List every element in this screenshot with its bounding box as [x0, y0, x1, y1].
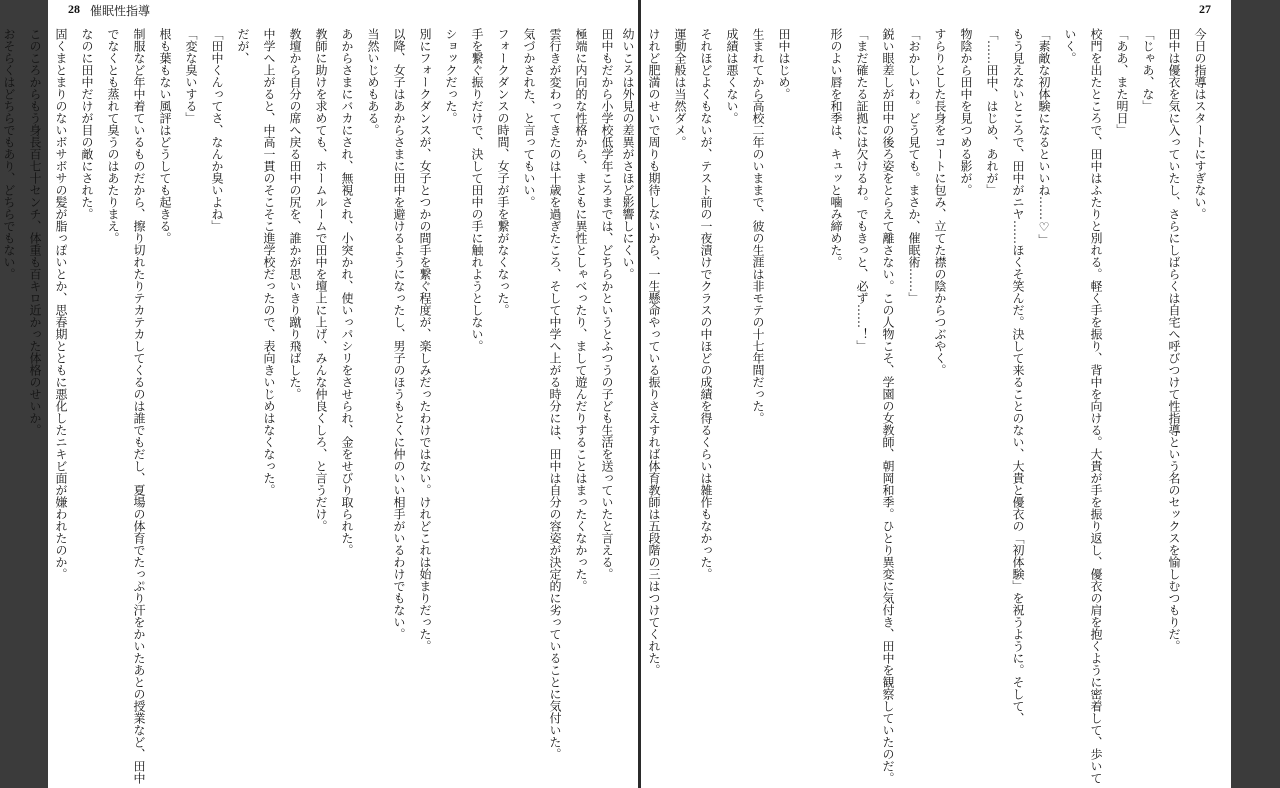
page-number: 28: [68, 2, 80, 16]
text-paragraph: 手を繋ぐ振りだけで、決して田中の手に触れようとしない。: [470, 28, 484, 352]
text-paragraph: 固くまとまりのないボサボサの髪が脂っぽいとか、思春期とともに悪化したニキビ面が嫌われたのか。: [54, 28, 68, 580]
text-paragraph: 物陰から田中を見つめる影が。: [959, 28, 973, 196]
text-paragraph: 幼いころは外見の差異がさほど影響しにくい。: [621, 28, 635, 280]
text-paragraph: フォークダンスの時間、女子が手を繋がなくなった。: [496, 28, 510, 316]
text-paragraph: 以降、女子はあからさまに田中を避けるようになったし、男子のほうもとくに仲のいい相手がいるわけでもない。: [392, 28, 406, 640]
text-paragraph: あからさまにバカにされ、無視され、小突かれ、使いっパシリをさせられ、金をせびり取られた。: [340, 28, 354, 556]
text-paragraph: だが、: [236, 28, 250, 64]
text-paragraph: 雲行きが変わってきたのは十歳を過ぎたころ、そして中学へ上がる時分には、田中は自分の容姿が決定的に劣っていることに気付いた。: [548, 28, 562, 760]
text-paragraph: 田中はじめ。: [777, 28, 791, 100]
running-title: 催眠性指導: [90, 4, 151, 18]
text-paragraph: 教師に助けを求めても、ホームルームで田中を壇上に上げ、みんな仲良くしろ、と言うだけ。: [314, 28, 328, 532]
text-paragraph: 「……田中、はじめ、あれが」: [985, 28, 999, 196]
text-paragraph: 田中は優衣を気に入っていたし、さらにしばらくは自宅へ呼びつけて性指導という名のセックスを愉しむつもりだ。: [1167, 28, 1181, 652]
text-paragraph: 「ああ、また明日」: [1115, 28, 1129, 136]
text-paragraph: 「まだ確たる証拠には欠けるわ。でもきっと、必ず……！」: [855, 28, 869, 352]
text-paragraph: おそらくはどちらでもあり、どちらでもない。: [2, 28, 16, 280]
text-paragraph: このころからもう身長百七十センチ、体重も百キロ近かった体格のせいか。: [28, 28, 42, 436]
text-paragraph: ショックだった。: [444, 28, 458, 124]
text-paragraph: 生まれてから高校二年のいままで、彼の生涯は非モテの十七年間だった。: [751, 28, 765, 424]
text-paragraph: けれど肥満のせいで周りも期待しないから、一生懸命やっている振りさえすれば体育教師は五段階の三はつけてくれた。: [647, 28, 661, 676]
page-text: [621, 28, 1213, 788]
text-paragraph: 「田中くんってさ、なんか臭いよね」: [210, 28, 224, 232]
text-paragraph: もう見えないところで、田中がニヤ……ほくそ笑んだ。決して来ることのない、大貴と優衣の「初体験」を祝うように。そして、: [1011, 28, 1025, 724]
page-text: [2, 28, 620, 788]
text-paragraph: 「変な臭いする」: [184, 28, 198, 124]
left-page: [2, 0, 638, 788]
text-paragraph: 制服など年中着ているものだから、擦り切れたりテカテカしてくるのは誰でもだし、夏場の体育でたっぷり汗をかいたあとの授業など、田中でなくとも蒸れて臭うのはあたりまえ。: [106, 28, 146, 784]
text-paragraph: 校門を出たところで、田中はふたりと別れる。軽く手を振り、背中を向ける。大貴が手を振り返し、優衣の肩を抱くように密着して、歩いていく。: [1063, 28, 1103, 784]
text-paragraph: 根も葉もない風評はどうしても起きる。: [158, 28, 172, 244]
text-paragraph: 成績は悪くない。: [725, 28, 739, 124]
text-paragraph: [797, 28, 823, 788]
text-paragraph: 教壇から自分の席へ戻る田中の尻を、誰かが思いきり蹴り飛ばした。: [288, 28, 302, 400]
text-paragraph: 極端に内向的な性格から、まともに異性としゃべったり、まして遊んだりすることはまったくなかった。: [574, 28, 588, 592]
text-paragraph: すらりとした長身をコートに包み、立てた襟の陰からつぶやく。: [933, 28, 947, 376]
page-number: 27: [1199, 2, 1211, 16]
text-paragraph: 別にフォークダンスが、女子とつかの間手を繋ぐ程度が、楽しみだったわけではない。けれどこれは始まりだった。: [418, 28, 432, 652]
text-paragraph: 中学へ上がると、中高一貫のそこそこ進学校だったので、表向きいじめはなくなった。: [262, 28, 276, 496]
text-paragraph: なのに田中だけが目の敵にされた。: [80, 28, 94, 220]
text-paragraph: 気づかされた、と言ってもいい。: [522, 28, 536, 208]
text-paragraph: 「じゃあ、な」: [1141, 28, 1155, 112]
text-paragraph: 形のよい唇を和季は、キュッと噛み締めた。: [829, 28, 843, 268]
text-paragraph: 鋭い眼差しが田中の後ろ姿をとらえて離さない。この人物こそ、学園の女教師、朝岡和季。ひとり異変に気付き、田中を観察していたのだ。: [881, 28, 895, 784]
right-page: [621, 0, 1231, 788]
text-paragraph: 今日の指導はスタートにすぎない。: [1193, 28, 1207, 220]
text-paragraph: 田中もだから小学校低学年ころまでは、どちらかというとふつうの子ども生活を送っていたと言える。: [600, 28, 614, 580]
text-paragraph: それほどよくもないが、テスト前の一夜漬けでクラスの中ほどの成績を得るくらいは雑作もなかった。: [699, 28, 713, 580]
text-paragraph: 「素敵な初体験になるといいね……♡」: [1037, 28, 1051, 246]
text-paragraph: 当然いじめもある。: [366, 28, 380, 136]
text-paragraph: 運動全般は当然ダメ。: [673, 28, 687, 148]
text-paragraph: 「おかしいわ。どう見ても。まさか、催眠術……」: [907, 28, 921, 304]
